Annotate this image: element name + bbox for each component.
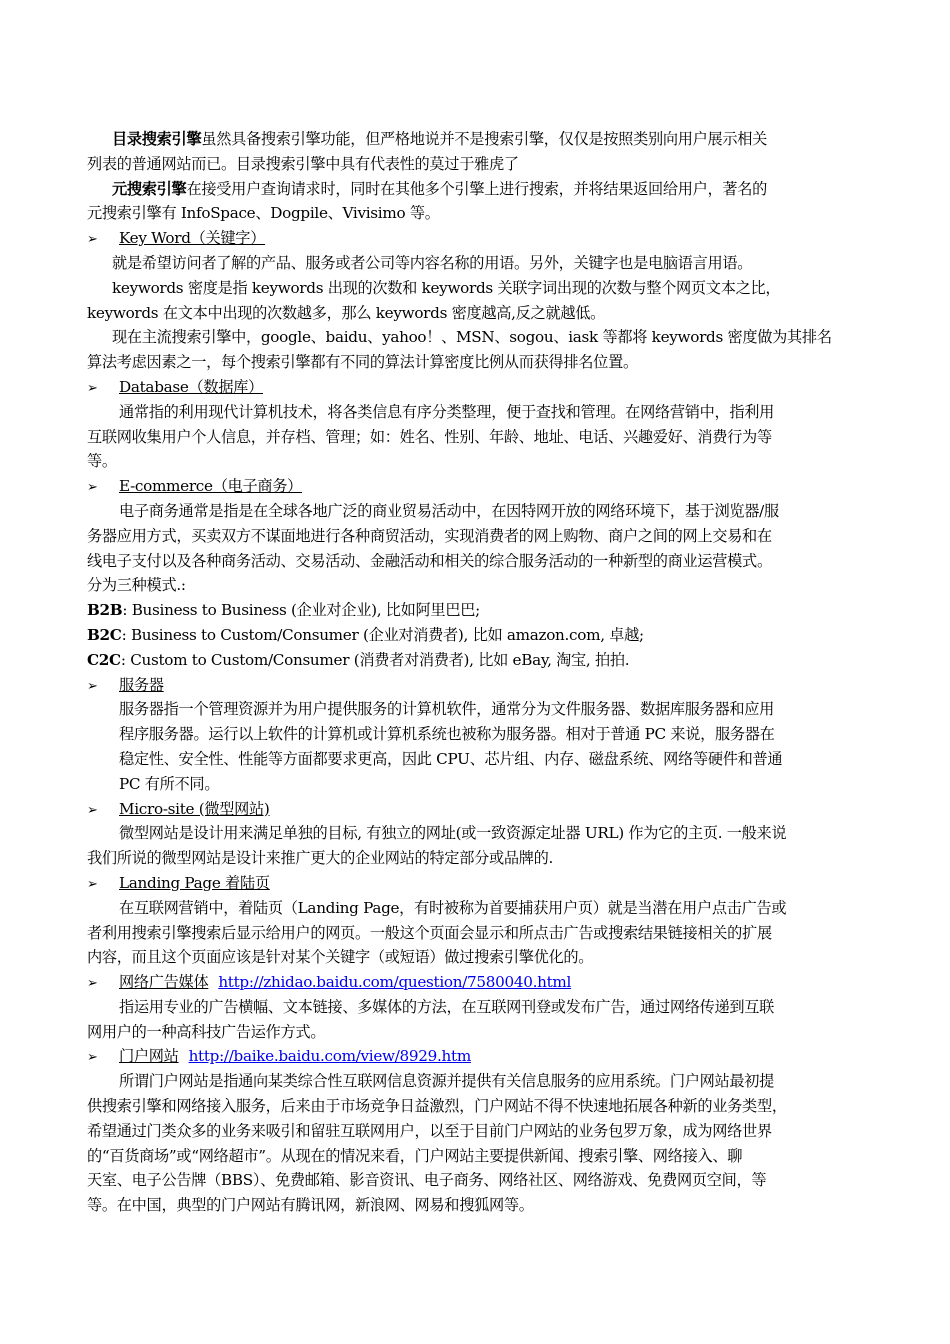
text-line: 算法考虑因素之一，每个搜索引擎都有不同的算法计算密度比例从而获得排名位置。 <box>87 353 638 372</box>
para-directory-engine <box>87 127 865 152</box>
heading-text: Micro-site (微型网站) <box>119 799 270 818</box>
text-line: 网用户的一种高科技广告运作方式。 <box>87 1022 326 1041</box>
model-c2c <box>87 648 865 673</box>
model-b2b <box>87 598 865 623</box>
model-code: B2C <box>87 625 122 644</box>
heading-text: E-commerce（电子商务） <box>119 477 303 496</box>
text-line: 虽然具备搜索引擎功能，但严格地说并不是搜索引擎，仅仅是按照类别向用户展示相关 <box>201 130 768 148</box>
heading-text: Database（数据库） <box>119 377 263 396</box>
text-line: 线电子支付以及各种商务活动、交易活动、金融活动和相关的综合服务活动的一种新型的商业运营模式。 <box>87 551 772 570</box>
heading-landing-page <box>87 871 865 896</box>
text-line: keywords 密度是指 keywords 出现的次数和 keywords 关联字词出现的次数与整个网页文本之比， <box>112 278 781 297</box>
heading-text: 网络广告媒体 <box>119 973 209 992</box>
heading-database <box>87 375 865 400</box>
bullet-arrow-icon: ➢ <box>87 678 98 694</box>
term-meta-engine: 元搜索引擎 <box>112 179 187 198</box>
model-code: B2B <box>87 601 123 620</box>
model-code: C2C <box>87 650 121 669</box>
text-line: 者利用搜索引擎搜索后显示给用户的网页。一般这个页面会显示和所点击广告或搜索结果链接相关的扩展 <box>87 923 772 942</box>
text-line: 在互联网营销中，着陆页（Landing Page，有时被称为首要捕获用户页）就是当潜在用户点击广告或 <box>119 898 787 917</box>
heading-microsite <box>87 797 865 822</box>
bullet-arrow-icon: ➢ <box>87 976 98 992</box>
text-line: 所谓门户网站是指通向某类综合性互联网信息资源并提供有关信息服务的应用系统。门户网站最初提 <box>119 1072 775 1091</box>
model-text: : Custom to Custom/Consumer (消费者对消费者), 比如 eBay, 淘宝, 拍拍. <box>120 650 630 669</box>
ad-media-link[interactable]: http://zhidao.baidu.com/question/7580040.html <box>218 973 572 992</box>
text-line: 微型网站是设计用来满足单独的目标, 有独立的网址(或一致资源定址器 URL) 作为它的主页. 一般来说 <box>119 824 787 843</box>
model-text: : Business to Custom/Consumer (企业对消费者), 比如 amazon.com, 卓越; <box>121 625 644 644</box>
text-line: 等。在中国，典型的门户网站有腾讯网，新浪网、网易和搜狐网等。 <box>87 1196 534 1215</box>
text-line: 在接受用户查询请求时，同时在其他多个引擎上进行搜索，并将结果返回给用户，著名的 <box>186 179 768 198</box>
text-line: 指运用专业的广告横幅、文本链接、多媒体的方法，在互联网刊登或发布广告，通过网络传递到互联 <box>119 997 775 1016</box>
heading-ecommerce <box>87 474 865 499</box>
heading-ad-media <box>87 970 865 995</box>
text-line: 供搜索引擎和网络接入服务，后来由于市场竞争日益激烈，门户网站不得不快速地拓展各种新的业务类型， <box>87 1097 787 1116</box>
heading-portal <box>87 1044 865 1069</box>
text-line: 现在主流搜索引擎中，google、baidu、yahoo！、MSN、sogou、iask 等都将 keywords 密度做为其排名 <box>112 328 832 347</box>
para-meta-engine <box>87 177 865 202</box>
model-text: : Business to Business (企业对企业), 比如阿里巴巴; <box>122 601 480 620</box>
text-line: 的“百货商场”或“网络超市”。从现在的情况来看，门户网站主要提供新闻、搜索引擎、网络接入、聊 <box>87 1146 743 1165</box>
heading-text: Landing Page 着陆页 <box>119 873 270 892</box>
text-line: 通常指的利用现代计算机技术，将各类信息有序分类整理，便于查找和管理。在网络营销中，指利用 <box>119 402 775 421</box>
bullet-arrow-icon: ➢ <box>87 1050 98 1066</box>
text-line: 天室、电子公告牌（BBS）、免费邮箱、影音资讯、电子商务、网络社区、网络游戏、免费网页空间，等 <box>87 1171 767 1190</box>
text-line: 务器应用方式，买卖双方不谋面地进行各种商贸活动，实现消费者的网上购物、商户之间的网上交易和在 <box>87 526 772 545</box>
heading-keyword <box>87 226 865 251</box>
heading-text: 服务器 <box>119 675 164 694</box>
heading-server <box>87 673 865 698</box>
portal-link[interactable]: http://baike.baidu.com/view/8929.htm <box>188 1047 471 1066</box>
text-line: 就是希望访问者了解的产品、服务或者公司等内容名称的用语。另外，关键字也是电脑语言用语。 <box>112 253 753 272</box>
text-line: 程序服务器。运行以上软件的计算机或计算机系统也被称为服务器。相对于普通 PC 来说，服务器在 <box>119 725 775 744</box>
text-line: 等。 <box>87 452 117 471</box>
text-line: 分为三种模式.: <box>87 576 186 595</box>
term-directory-engine: 目录搜索引擎 <box>112 130 202 148</box>
text-line: keywords 在文本中出现的次数越多，那么 keywords 密度越高,反之就越低。 <box>87 303 605 322</box>
bullet-arrow-icon: ➢ <box>87 380 98 396</box>
bullet-arrow-icon: ➢ <box>87 876 98 892</box>
text-line: PC 有所不同。 <box>119 774 220 793</box>
bullet-arrow-icon: ➢ <box>87 802 98 818</box>
heading-text: 门户网站 <box>119 1047 179 1066</box>
text-line: 稳定性、安全性、性能等方面都要求更高，因此 CPU、芯片组、内存、磁盘系统、网络等硬件和普通 <box>119 749 783 768</box>
text-line: 我们所说的微型网站是设计来推广更大的企业网站的特定部分或品牌的. <box>87 849 554 868</box>
text-line: 内容，而且这个页面应该是针对某个关键字（或短语）做过搜索引擎优化的。 <box>87 948 594 967</box>
bullet-arrow-icon: ➢ <box>87 232 98 248</box>
text-line: 互联网收集用户个人信息，并存档、管理；如：姓名、性别、年龄、地址、电话、兴趣爱好、消费行为等 <box>87 427 772 446</box>
text-line: 元搜索引擎有 InfoSpace、Dogpile、Vivisimo 等。 <box>87 204 440 223</box>
text-line: 列表的普通网站而已。目录搜索引擎中具有代表性的莫过于雅虎了 <box>87 154 519 173</box>
document-page <box>87 127 865 1218</box>
text-line: 电子商务通常是指是在全球各地广泛的商业贸易活动中，在因特网开放的网络环境下，基于浏览器/服 <box>119 501 779 520</box>
model-b2c <box>87 623 865 648</box>
heading-text: Key Word（关键字） <box>119 229 266 248</box>
text-line: 希望通过门类众多的业务来吸引和留驻互联网用户，以至于目前门户网站的业务包罗万象，成为网络世界 <box>87 1121 772 1140</box>
bullet-arrow-icon: ➢ <box>87 480 98 496</box>
text-line: 服务器指一个管理资源并为用户提供服务的计算机软件，通常分为文件服务器、数据库服务器和应用 <box>119 700 775 719</box>
